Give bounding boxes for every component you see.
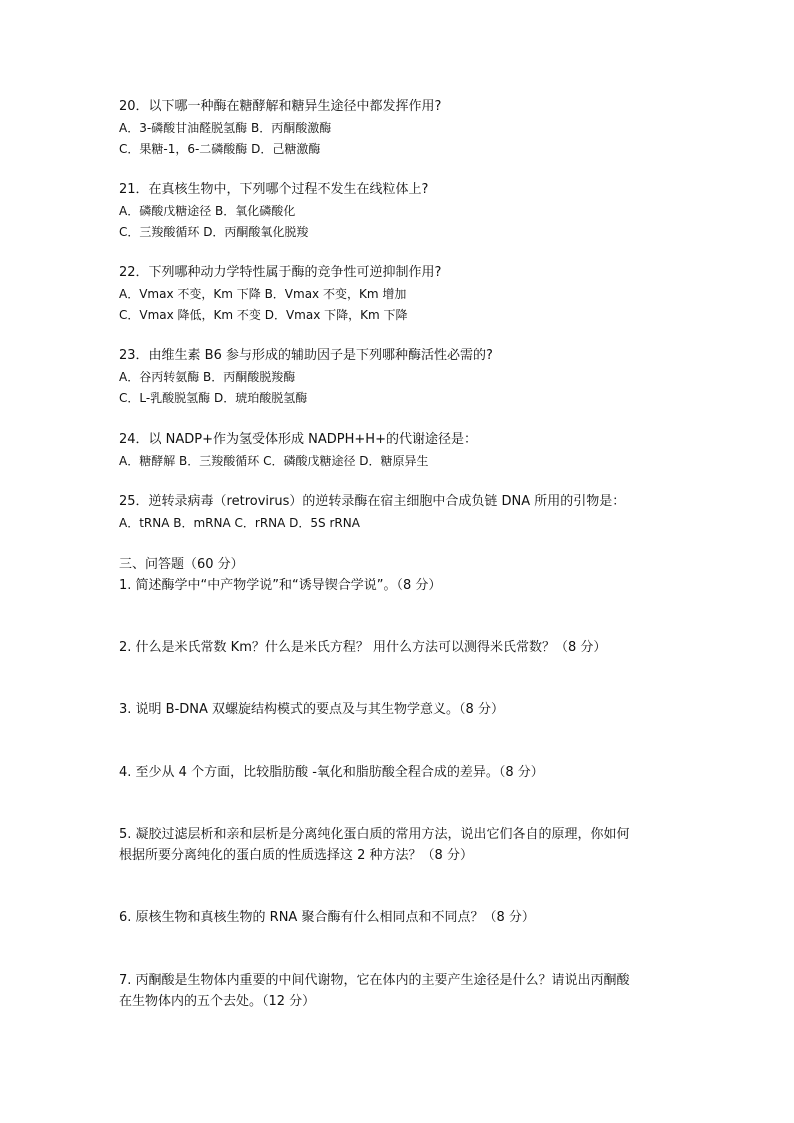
- essay-question-5-line-2: 根据所要分离纯化的蛋白质的性质选择这 2 种方法？（8 分）: [119, 848, 473, 863]
- essay-question-6: 6. 原核生物和真核生物的 RNA 聚合酶有什么相同点和不同点？（8 分）: [119, 910, 535, 925]
- question-23-stem: 23．由维生素 B6 参与形成的辅助因子是下列哪种酶活性必需的?: [119, 348, 493, 363]
- essay-question-3: 3. 说明 B-DNA 双螺旋结构模式的要点及与其生物学意义。（8 分）: [119, 702, 504, 717]
- essay-question-2: 2. 什么是米氏常数 Km？什么是米氏方程？ 用什么方法可以测得米氏常数？（8 分）: [119, 640, 607, 655]
- question-21-options-line-1: A．磷酸戊糖途径 B．氧化磷酸化: [119, 204, 296, 218]
- question-22-options-line-2: C．Vmax 降低，Km 不变 D．Vmax 下降，Km 下降: [119, 308, 408, 322]
- question-24-options-line-1: A．糖酵解 B．三羧酸循环 C．磷酸戊糖途径 D．糖原异生: [119, 454, 429, 468]
- question-23-options-line-1: A．谷丙转氨酶 B．丙酮酸脱羧酶: [119, 370, 296, 384]
- essay-question-1: 1. 简述酶学中“中产物学说”和“诱导锲合学说”。（8 分）: [119, 578, 442, 593]
- essay-question-7-line-1: 7. 丙酮酸是生物体内重要的中间代谢物，它在体内的主要产生途径是什么？请说出丙酮酸: [119, 973, 630, 988]
- question-23-options-line-2: C．L-乳酸脱氢酶 D．琥珀酸脱氢酶: [119, 391, 308, 405]
- question-20-options-line-2: C．果糖-1，6-二磷酸酶 D．己糖激酶: [119, 142, 321, 156]
- question-22-options-line-1: A．Vmax 不变，Km 下降 B．Vmax 不变，Km 增加: [119, 287, 407, 301]
- question-21-stem: 21．在真核生物中，下列哪个过程不发生在线粒体上?: [119, 182, 429, 197]
- section-3-title: 三、问答题（60 分）: [119, 557, 244, 572]
- essay-question-4: 4. 至少从 4 个方面，比较脂肪酸 -氧化和脂肪酸全程合成的差异。（8 分）: [119, 765, 544, 780]
- question-25-options-line-1: A．tRNA B．mRNA C．rRNA D．5S rRNA: [119, 516, 360, 530]
- question-22-stem: 22．下列哪种动力学特性属于酶的竞争性可逆抑制作用?: [119, 265, 442, 280]
- essay-question-7-line-2: 在生物体内的五个去处。（12 分）: [119, 994, 316, 1009]
- question-20-options-line-1: A．3-磷酸甘油醛脱氢酶 B．丙酮酸激酶: [119, 121, 332, 135]
- question-24-stem: 24．以 NADP+作为氢受体形成 NADPH+H+的代谢途径是：: [119, 432, 477, 447]
- essay-question-5-line-1: 5. 凝胶过滤层析和亲和层析是分离纯化蛋白质的常用方法，说出它们各自的原理，你如何: [119, 827, 630, 842]
- question-25-stem: 25．逆转录病毒（retrovirus）的逆转录酶在宿主细胞中合成负链 DNA 所用的引物是：: [119, 494, 626, 509]
- question-21-options-line-2: C．三羧酸循环 D．丙酮酸氧化脱羧: [119, 225, 309, 239]
- question-20-stem: 20．以下哪一种酶在糖酵解和糖异生途径中都发挥作用?: [119, 99, 442, 114]
